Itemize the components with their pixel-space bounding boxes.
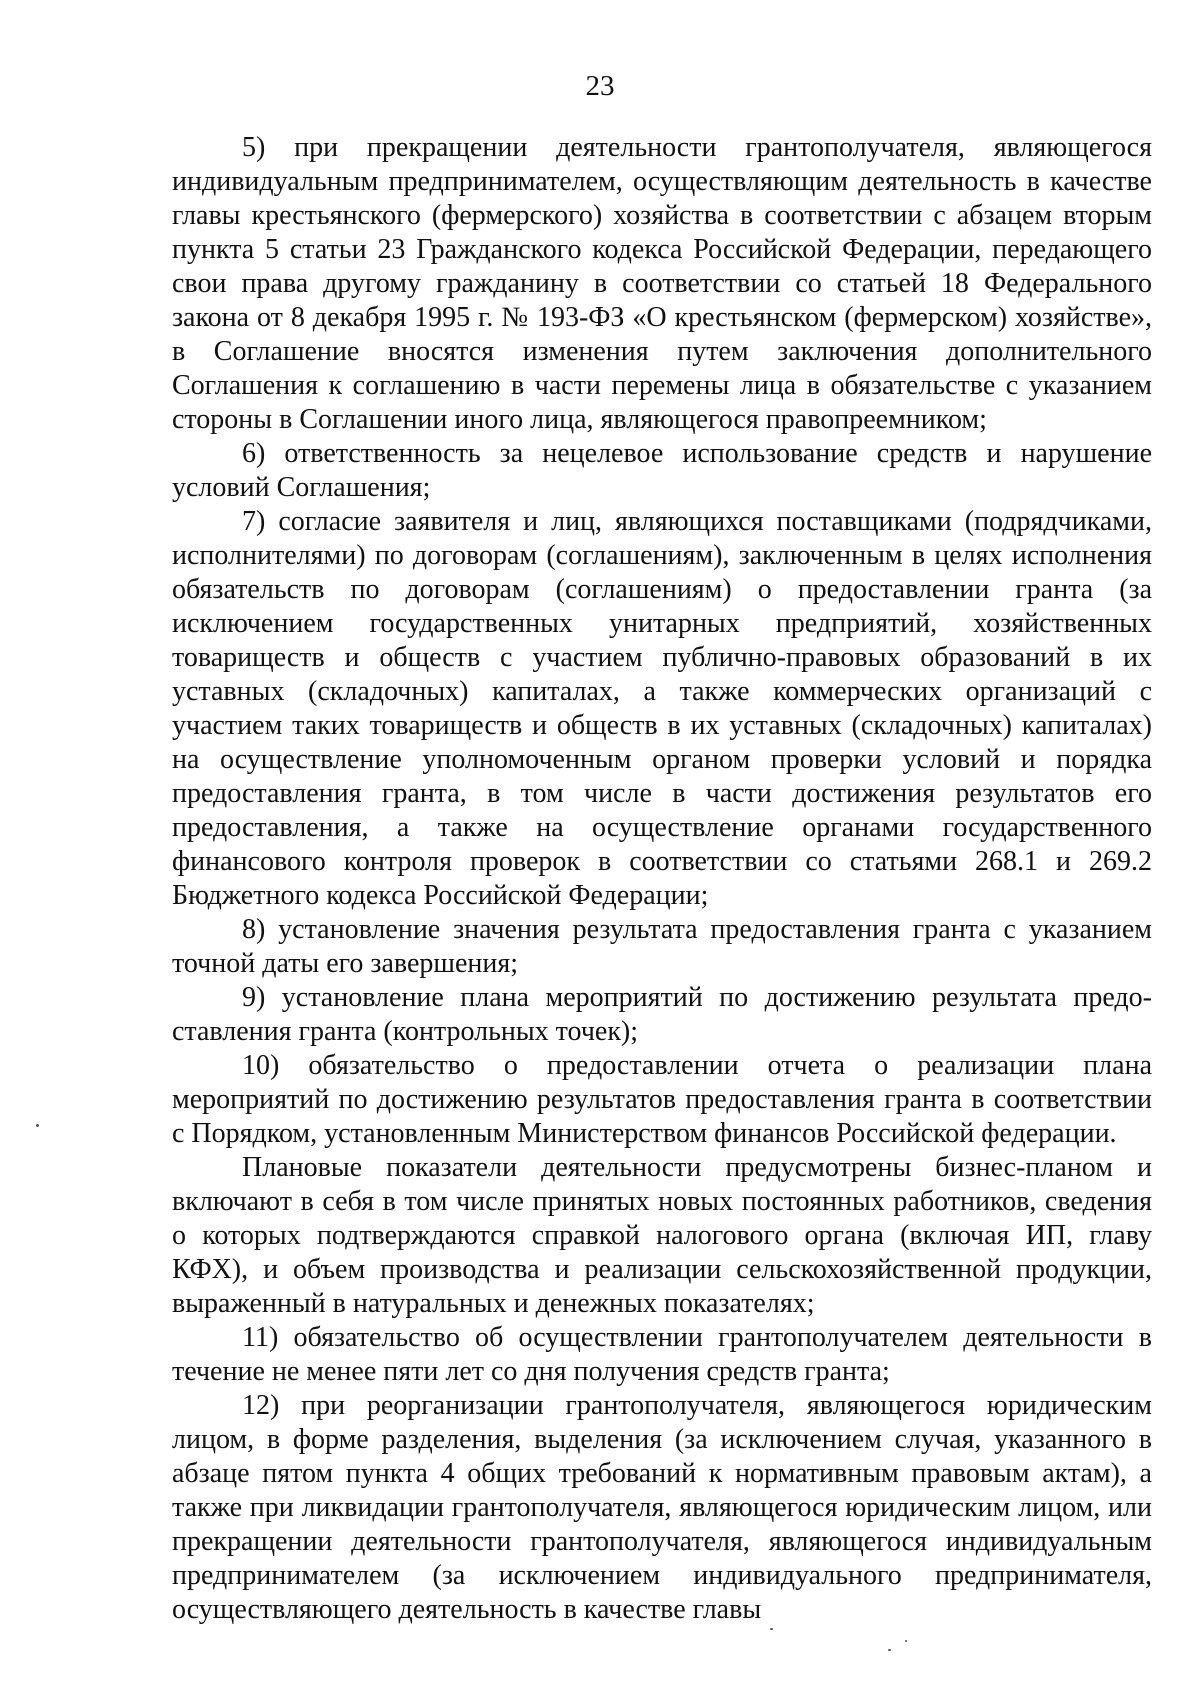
paragraph-item-5: 5) при прекращении деятельности грантополучателя, являющегося индивидуальным предпринимателем, осуществляющим деятельность в качестве главы крестьянского (фермерского) хозяйства в соответствии с абзацем вторым пункта 5 статьи 23 Гражданского кодекса Российской Федерации, передающего свои права другому гражданину в соответствии со статьей 18 Федерального закона от 8 декабря 1995 г. № 193-ФЗ «О крестьянском (фермерском) хозяйстве», в Соглашение вносятся изменения путем заключения дополнительного Соглашения к соглашению в части перемены лица в обязательстве с указанием стороны в Соглашении иного лица, являющегося правопреемником; xyxy=(172,132,1152,435)
paragraph-item-6: 6) ответственность за нецелевое использование средств и нарушение условий Соглашения; xyxy=(172,438,1152,503)
scan-speck xyxy=(36,1124,39,1127)
paragraph-item-10: 10) обязательство о предоставлении отчета о реализации плана мероприятий по достижению результатов предоставления гранта в соответствии с Порядком, установленным Министерством финансов Российской федерации. xyxy=(172,1050,1152,1149)
paragraph-item-9: 9) установление плана мероприятий по достижению результата предоставления гранта (контрольных точек); xyxy=(172,982,1152,1047)
paragraph-item-12: 12) при реорганизации грантополучателя, являющегося юридическим лицом, в форме разделения, выделения (за исключением случая, указанного в абзаце пятом пункта 4 общих требований к нормативным правовым актам), а также при ликвидации грантополучателя, являющегося юридическим лицом, или прекращении деятельности грантополучателя, являющегося индивидуальным предпринимателем (за исключением индивидуального предпринимателя, осуществляющего деятельность в качестве главы xyxy=(172,1390,1152,1625)
paragraph-planned-indicators: Плановые показатели деятельности предусмотрены бизнес-планом и включают в себя в том числе принятых новых постоянных работников, сведения о которых подтверждаются справкой налогового органа (включая ИП, главу КФХ), и объем производства и реализации сельскохозяйственной продукции, выраженный в натуральных и денежных показателях; xyxy=(172,1152,1152,1319)
paragraph-item-8: 8) установление значения результата предоставления гранта с указанием точной даты его завершения; xyxy=(172,914,1152,979)
paragraph-item-11: 11) обязательство об осуществлении грантополучателем деятельности в течение не менее пяти лет со дня получения средств гранта; xyxy=(172,1322,1152,1387)
scan-speck xyxy=(905,1640,907,1642)
paragraph-item-7: 7) согласие заявителя и лиц, являющихся поставщиками (подрядчиками, исполнителями) по договорам (соглашениям), заключенным в целях исполнения обязательств по договорам (соглашениям) о предоставлении гранта (за исключением государственных унитарных предприятий, хозяйственных товариществ и обществ с участием публично-правовых образований в их уставных (складочных) капиталах, а также коммерческих организаций с участием таких товариществ и обществ в их уставных (складочных) капиталах) на осуществление уполномоченным органом проверки условий и порядка предоставления гранта, в том числе в части достижения результатов его предоставления, а также на осуществление органами государственного финансового контроля проверок в соответствии со статьями 268.1 и 269.2 Бюджетного кодекса Российской Федерации; xyxy=(172,506,1152,911)
scan-speck xyxy=(770,1628,773,1630)
scan-speck xyxy=(888,1649,891,1651)
document-body xyxy=(172,131,1152,1627)
page-number: 23 xyxy=(585,70,615,102)
